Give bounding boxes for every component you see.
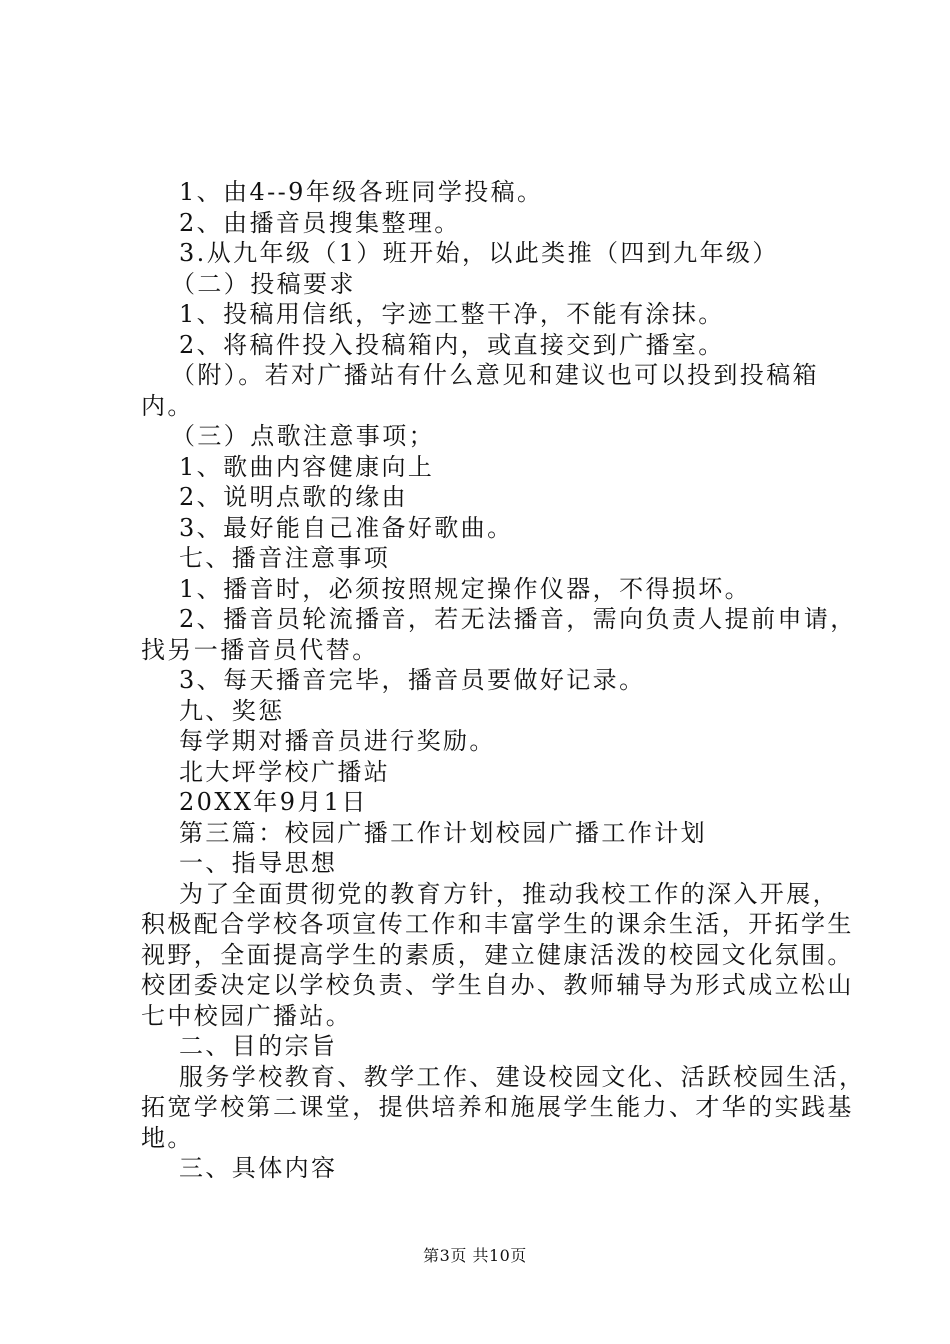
text-line: 拓宽学校第二课堂，提供培养和施展学生能力、才华的实践基 — [141, 1093, 854, 1121]
section-heading: 二、目的宗旨 — [179, 1032, 338, 1060]
section-heading: 一、指导思想 — [179, 849, 338, 877]
text-line: 2、将稿件投入投稿箱内，或直接交到广播室。 — [179, 330, 725, 359]
text-line: 找另一播音员代替。 — [141, 635, 379, 664]
signature-date: 20XX年9月1日 — [179, 788, 368, 816]
text-line: 3、每天播音完毕，播音员要做好记录。 — [179, 666, 646, 694]
text-line: 1、投稿用信纸，字迹工整干净，不能有涂抹。 — [179, 300, 725, 328]
section-heading: 三、具体内容 — [179, 1154, 338, 1182]
section-heading: （三）点歌注意事项； — [171, 422, 435, 450]
text-line: 1、由4--9年级各班同学投稿。 — [179, 178, 544, 206]
section-heading: （二）投稿要求 — [171, 269, 356, 298]
text-line: 2、由播音员搜集整理。 — [179, 208, 461, 237]
text-line: 1、歌曲内容健康向上 — [179, 452, 435, 481]
text-line: 视野，全面提高学生的素质，建立健康活泼的校园文化氛围。 — [141, 940, 854, 969]
text-line: 为了全面贯彻党的教育方针，推动我校工作的深入开展， — [179, 879, 839, 908]
section-heading: 九、奖惩 — [179, 696, 285, 725]
text-line: 服务学校教育、教学工作、建设校园文化、活跃校园生活， — [179, 1062, 866, 1091]
text-line: 2、播音员轮流播音，若无法播音，需向负责人提前申请， — [179, 605, 857, 633]
chapter-title: 第三篇：校园广播工作计划校园广播工作计划 — [179, 818, 707, 847]
page-number-footer: 第3页 共10页 — [423, 1246, 527, 1265]
text-line: 1、播音时，必须按照规定操作仪器，不得损坏。 — [179, 574, 752, 603]
text-line: 3、最好能自己准备好歌曲。 — [179, 513, 514, 542]
text-line: 3.从九年级（1）班开始，以此类推（四到九年级） — [179, 239, 779, 267]
text-line: 每学期对播音员进行奖励。 — [179, 727, 496, 755]
text-line: 地。 — [141, 1123, 194, 1152]
section-heading: 七、播音注意事项 — [179, 544, 391, 572]
text-line: 内。 — [141, 391, 194, 420]
signature-org: 北大坪学校广播站 — [179, 757, 391, 786]
text-line: 校团委决定以学校负责、学生自办、教师辅导为形式成立松山 — [141, 971, 854, 999]
text-line: 七中校园广播站。 — [141, 1001, 353, 1030]
text-line: （附）。若对广播站有什么意见和建议也可以投到投稿箱 — [171, 361, 819, 389]
document-body — [141, 177, 866, 1184]
text-line: 积极配合学校各项宣传工作和丰富学生的课余生活，开拓学生 — [141, 910, 854, 938]
text-line: 2、说明点歌的缘由 — [179, 483, 408, 511]
